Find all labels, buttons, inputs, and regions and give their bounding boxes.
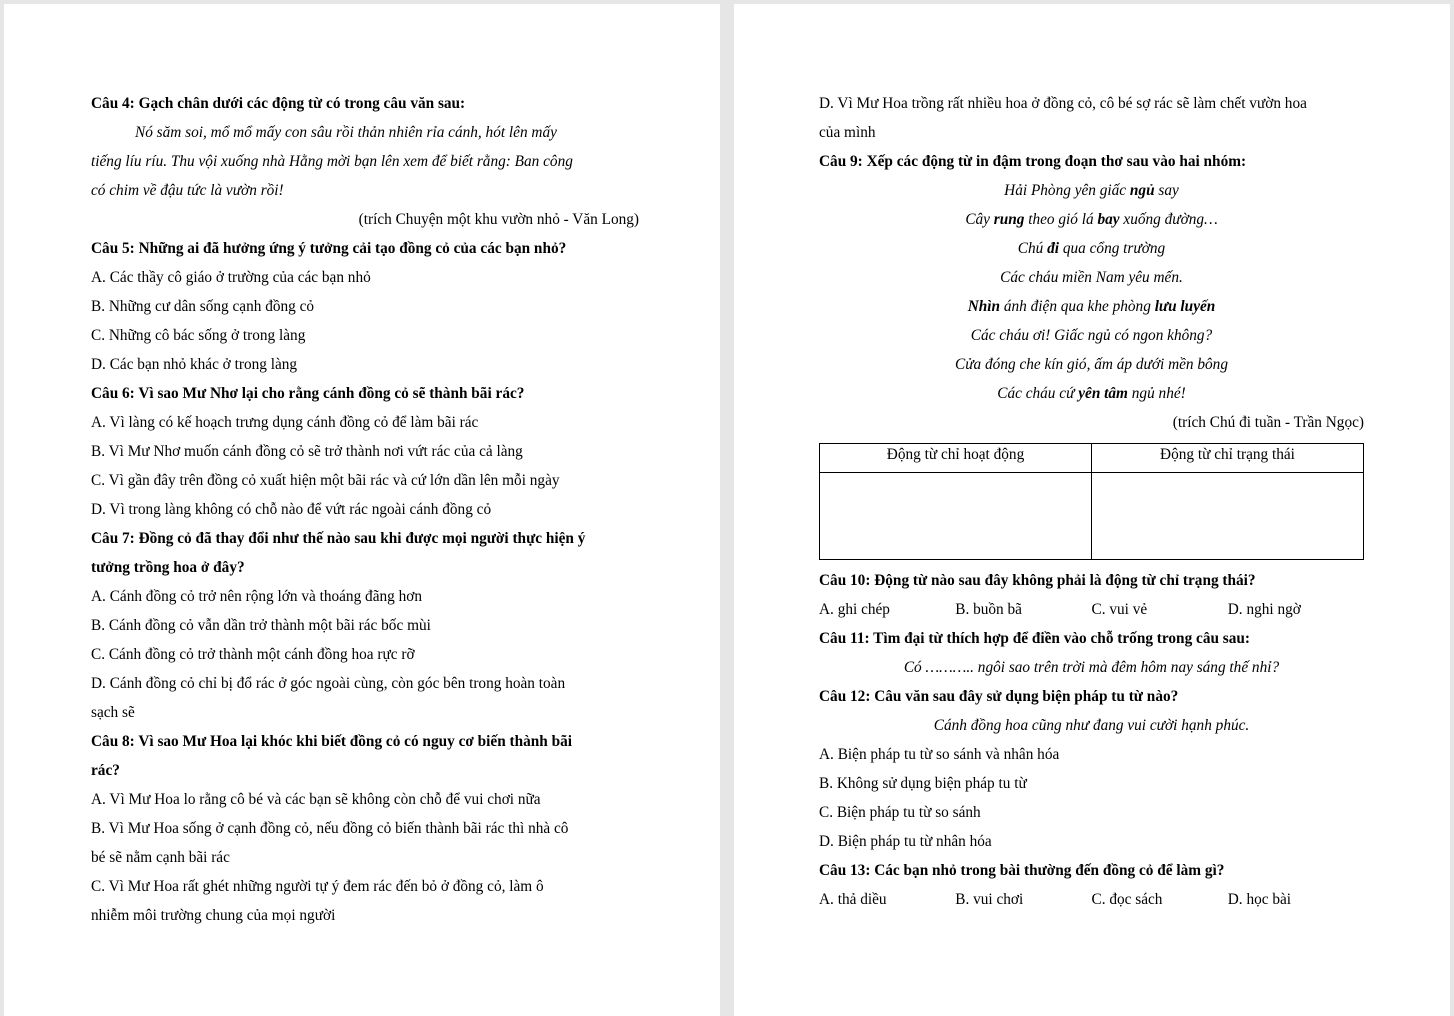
q13-options bbox=[819, 885, 1364, 914]
q5-option-b: B. Những cư dân sống cạnh đồng cỏ bbox=[91, 298, 315, 315]
header-state-verbs: Động từ chỉ trạng thái bbox=[1092, 444, 1364, 473]
q10-options bbox=[819, 595, 1364, 624]
question-8-title: Câu 8: Vì sao Mư Hoa lại khóc khi biết đồng cỏ có nguy cơ biến thành bãi bbox=[91, 733, 573, 750]
q13-option-a: A. thả diều bbox=[819, 891, 887, 908]
q5-option-c: C. Những cô bác sống ở trong làng bbox=[91, 327, 306, 344]
header-action-verbs: Động từ chỉ hoạt động bbox=[820, 444, 1092, 473]
q8-option-a: A. Vì Mư Hoa lo rằng cô bé và các bạn sẽ không còn chỗ để vui chơi nữa bbox=[91, 791, 541, 808]
q13-option-d: D. học bài bbox=[1227, 891, 1292, 908]
q4-passage-line: có chim về đậu tức là vườn rồi! bbox=[91, 182, 284, 199]
question-12-title: Câu 12: Câu văn sau đây sử dụng biện pháp tu từ nào? bbox=[819, 688, 1179, 705]
poem-line: Cây rung theo gió lá bay xuống đường… bbox=[965, 211, 1218, 228]
q10-option-a: A. ghi chép bbox=[819, 601, 890, 618]
question-7-title-cont: tưởng trồng hoa ở đây? bbox=[91, 559, 245, 576]
document-page-right bbox=[734, 4, 1450, 1016]
q10-option-b: B. buồn bã bbox=[955, 601, 1022, 618]
q7-option-a: A. Cánh đồng cỏ trở nên rộng lớn và thoáng đãng hơn bbox=[91, 588, 422, 605]
question-11-title: Câu 11: Tìm đại từ thích hợp để điền vào chỗ trống trong câu sau: bbox=[819, 630, 1251, 647]
question-8-title-cont: rác? bbox=[91, 762, 120, 779]
q8-option-d-cont: của mình bbox=[819, 124, 876, 141]
poem-line: Cửa đóng che kín gió, ấm áp dưới mền bông bbox=[955, 356, 1228, 373]
q13-option-c: C. đọc sách bbox=[1091, 891, 1163, 908]
q9-source: (trích Chú đi tuần - Trần Ngọc) bbox=[1172, 414, 1364, 431]
q4-source: (trích Chuyện một khu vườn nhỏ - Văn Long) bbox=[358, 211, 639, 228]
q6-option-d: D. Vì trong làng không có chỗ nào để vứt rác ngoài cánh đồng cỏ bbox=[91, 501, 492, 518]
q11-sentence: Có ……….. ngôi sao trên trời mà đêm hôm nay sáng thế nhỉ? bbox=[903, 659, 1280, 676]
poem-line: Hải Phòng yên giấc ngủ say bbox=[1004, 182, 1179, 199]
q6-option-a: A. Vì làng có kế hoạch trưng dụng cánh đồng cỏ để làm bãi rác bbox=[91, 414, 479, 431]
question-10-title: Câu 10: Động từ nào sau đây không phải là động từ chỉ trạng thái? bbox=[819, 572, 1256, 589]
q12-option-c: C. Biện pháp tu từ so sánh bbox=[819, 804, 981, 821]
answer-cell-state-verbs[interactable] bbox=[1092, 473, 1364, 560]
q5-option-a: A. Các thầy cô giáo ở trường của các bạn nhỏ bbox=[91, 269, 371, 286]
q7-option-d-cont: sạch sẽ bbox=[91, 704, 135, 721]
question-13-title: Câu 13: Các bạn nhỏ trong bài thường đến đồng cỏ để làm gì? bbox=[819, 862, 1225, 879]
question-6-title: Câu 6: Vì sao Mư Nhơ lại cho rằng cánh đồng cỏ sẽ thành bãi rác? bbox=[91, 385, 525, 402]
q8-option-d: D. Vì Mư Hoa trồng rất nhiều hoa ở đồng cỏ, cô bé sợ rác sẽ làm chết vườn hoa bbox=[819, 95, 1307, 112]
q10-option-c: C. vui vẻ bbox=[1091, 601, 1148, 618]
q12-option-b: B. Không sử dụng biện pháp tu từ bbox=[819, 775, 1027, 792]
question-4-title: Câu 4: Gạch chân dưới các động từ có trong câu văn sau: bbox=[91, 95, 466, 112]
verb-classification-table bbox=[819, 443, 1364, 560]
q8-option-b: B. Vì Mư Hoa sống ở cạnh đồng cỏ, nếu đồng cỏ biến thành bãi rác thì nhà cô bbox=[91, 820, 569, 837]
question-5-title: Câu 5: Những ai đã hưởng ứng ý tưởng cải tạo đồng cỏ của các bạn nhỏ? bbox=[91, 240, 567, 257]
q8-option-b-cont: bé sẽ nằm cạnh bãi rác bbox=[91, 849, 230, 866]
q7-option-c: C. Cánh đồng cỏ trở thành một cánh đồng hoa rực rỡ bbox=[91, 646, 415, 663]
q4-passage-line: tiếng líu ríu. Thu vội xuống nhà Hằng mời bạn lên xem để biết rằng: Ban công bbox=[91, 153, 573, 170]
q12-option-d: D. Biện pháp tu từ nhân hóa bbox=[819, 833, 992, 850]
q4-passage-line: Nó săm soi, mổ mổ mấy con sâu rồi thản nhiên rỉa cánh, hót lên mấy bbox=[135, 124, 557, 141]
right-column bbox=[819, 89, 1364, 914]
q12-sentence: Cánh đồng hoa cũng như đang vui cười hạnh phúc. bbox=[933, 717, 1250, 734]
q6-option-b: B. Vì Mư Nhơ muốn cánh đồng cỏ sẽ trở thành nơi vứt rác của cả làng bbox=[91, 443, 523, 460]
q7-option-d: D. Cánh đồng cỏ chỉ bị đổ rác ở góc ngoài cùng, còn góc bên trong hoàn toàn bbox=[91, 675, 566, 692]
poem-line: Nhìn ánh điện qua khe phòng lưu luyến bbox=[967, 298, 1216, 315]
q6-option-c: C. Vì gần đây trên đồng cỏ xuất hiện một bãi rác và cứ lớn dần lên mỗi ngày bbox=[91, 472, 560, 489]
q7-option-b: B. Cánh đồng cỏ vẫn dần trở thành một bãi rác bốc mùi bbox=[91, 617, 431, 634]
left-column bbox=[91, 89, 639, 930]
q10-option-d: D. nghi ngờ bbox=[1227, 601, 1301, 618]
poem-line: Các cháu miền Nam yêu mến. bbox=[1000, 269, 1183, 286]
question-9-title: Câu 9: Xếp các động từ in đậm trong đoạn thơ sau vào hai nhóm: bbox=[819, 153, 1247, 170]
q12-option-a: A. Biện pháp tu từ so sánh và nhân hóa bbox=[819, 746, 1060, 763]
answer-cell-action-verbs[interactable] bbox=[820, 473, 1092, 560]
q9-poem bbox=[819, 176, 1364, 408]
poem-line: Chú đi qua cổng trường bbox=[1017, 240, 1166, 257]
q8-option-c-cont: nhiễm môi trường chung của mọi người bbox=[91, 907, 336, 924]
question-7-title: Câu 7: Đồng cỏ đã thay đổi như thế nào sau khi được mọi người thực hiện ý bbox=[91, 530, 586, 547]
document-page-left bbox=[4, 4, 720, 1016]
q13-option-b: B. vui chơi bbox=[955, 891, 1024, 908]
q5-option-d: D. Các bạn nhỏ khác ở trong làng bbox=[91, 356, 298, 373]
poem-line: Các cháu cứ yên tâm ngủ nhé! bbox=[997, 385, 1186, 402]
q8-option-c: C. Vì Mư Hoa rất ghét những người tự ý đem rác đến bỏ ở đồng cỏ, làm ô bbox=[91, 878, 544, 895]
poem-line: Các cháu ơi! Giấc ngủ có ngon không? bbox=[970, 327, 1213, 344]
